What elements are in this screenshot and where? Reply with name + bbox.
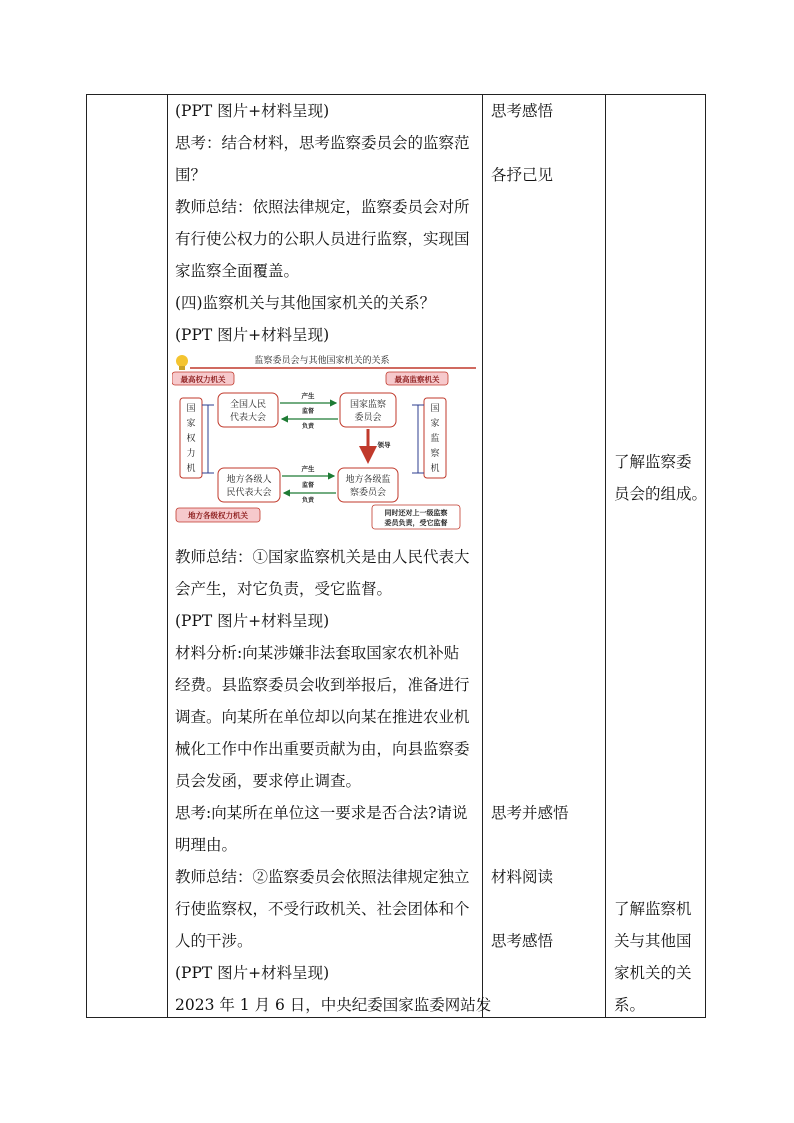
content-line: 员会发函，要求停止调查。 xyxy=(175,772,362,790)
svg-text:国家监察: 国家监察 xyxy=(349,400,387,410)
intent-line: 了解监察机 xyxy=(614,900,692,918)
content-line: (PPT 图片+材料呈现) xyxy=(175,612,330,630)
svg-text:同时还对上一级监察: 同时还对上一级监察 xyxy=(384,509,448,517)
activity-line: 思考感悟 xyxy=(491,932,554,950)
svg-text:民代表大会: 民代表大会 xyxy=(226,488,272,498)
relations-diagram xyxy=(172,353,477,528)
content-line: 人的干涉。 xyxy=(175,932,253,950)
content-line: 行使监察权，不受行政机关、社会团体和个 xyxy=(175,900,470,918)
svg-text:代表大会: 代表大会 xyxy=(229,413,267,423)
content-line: 会产生，对它负责，受它监督。 xyxy=(175,580,393,598)
content-line: 材料分析:向某涉嫌非法套取国家农机补贴 xyxy=(175,644,460,662)
content-line: 教师总结：依照法律规定，监察委员会对所 xyxy=(175,198,470,216)
intent-line: 家机关的关 xyxy=(614,964,692,982)
teaching-content-cell xyxy=(168,95,492,1017)
svg-text:委员会: 委员会 xyxy=(354,413,382,423)
note-bottom-right xyxy=(372,505,460,529)
activity-line: 思考并感悟 xyxy=(491,804,569,822)
student-activity-cell xyxy=(483,95,605,1017)
svg-text:察委员会: 察委员会 xyxy=(349,488,387,498)
svg-text:全国人民: 全国人民 xyxy=(229,400,267,410)
content-line: 有行使公权力的公职人员进行监察，实现国 xyxy=(175,230,470,248)
content-line: 2023 年 1 月 6 日，中央纪委国家监委网站发 xyxy=(175,996,492,1014)
svg-text:产生: 产生 xyxy=(301,465,315,473)
content-line: 经费。县监察委员会收到举报后，准备进行 xyxy=(175,676,470,694)
content-line: (PPT 图片+材料呈现) xyxy=(175,326,330,344)
svg-text:权: 权 xyxy=(186,434,196,444)
activity-line: 材料阅读 xyxy=(491,868,554,886)
box-local-pc xyxy=(218,468,280,502)
svg-text:监: 监 xyxy=(430,434,440,444)
box-nsc xyxy=(340,393,396,427)
activity-line: 各抒己见 xyxy=(491,166,554,184)
tag-bottom-left xyxy=(176,508,260,522)
svg-text:监督: 监督 xyxy=(301,408,315,415)
section-heading: (四)监察机关与其他国家机关的关系？ xyxy=(175,294,436,312)
svg-text:监督: 监督 xyxy=(301,482,315,489)
lightbulb-icon xyxy=(176,355,188,370)
content-line: 思考：结合材料，思考监察委员会的监察范 xyxy=(175,134,470,152)
intent-line: 关与其他国 xyxy=(614,932,692,950)
svg-text:机: 机 xyxy=(430,464,440,474)
svg-text:负责: 负责 xyxy=(301,497,315,504)
diagram-title: 监察委员会与其他国家机关的关系 xyxy=(254,356,390,366)
svg-text:委员负责，受它监督: 委员负责，受它监督 xyxy=(384,519,448,527)
content-line: 械化工作中作出重要贡献为由，向县监察委 xyxy=(175,740,470,758)
lesson-table xyxy=(86,94,706,1018)
svg-text:察: 察 xyxy=(430,449,440,459)
intent-line: 了解监察委 xyxy=(614,453,692,471)
content-line: (PPT 图片+材料呈现) xyxy=(175,102,330,120)
svg-text:国家权力机关 xyxy=(191,480,192,482)
content-line: (PPT 图片+材料呈现) xyxy=(175,964,330,982)
svg-text:地方各级监: 地方各级监 xyxy=(345,475,391,485)
content-line: 明理由。 xyxy=(175,836,238,854)
svg-text:家: 家 xyxy=(430,419,440,429)
content-line: 围？ xyxy=(175,166,207,184)
content-line: 教师总结：②监察委员会依照法律规定独立 xyxy=(175,868,470,886)
svg-text:地方各级人: 地方各级人 xyxy=(226,475,272,485)
svg-text:国: 国 xyxy=(186,404,196,414)
svg-text:领导: 领导 xyxy=(377,441,391,449)
svg-text:最高监察机关: 最高监察机关 xyxy=(394,375,440,384)
svg-text:产生: 产生 xyxy=(301,392,315,400)
svg-text:家: 家 xyxy=(186,419,196,429)
content-line: 家监察全面覆盖。 xyxy=(175,262,300,280)
svg-text:力: 力 xyxy=(186,449,196,459)
tag-top-right xyxy=(386,372,448,385)
svg-text:最高权力机关: 最高权力机关 xyxy=(180,375,226,384)
tag-top-left xyxy=(172,372,234,385)
content-line: 教师总结：①国家监察机关是由人民代表大 xyxy=(175,548,470,566)
svg-text:国: 国 xyxy=(430,404,440,414)
box-npc xyxy=(218,393,278,427)
design-intent-cell xyxy=(606,95,706,1017)
box-local-sc xyxy=(338,468,398,502)
content-line: 思考:向某所在单位这一要求是否合法?请说 xyxy=(175,804,468,822)
right-vertical-box xyxy=(424,398,446,482)
svg-text:国家监察机关 xyxy=(435,480,436,482)
intent-line: 员会的组成。 xyxy=(614,485,708,503)
left-vertical-box xyxy=(180,398,202,482)
activity-line: 思考感悟 xyxy=(491,102,554,120)
svg-text:地方各级权力机关: 地方各级权力机关 xyxy=(188,511,248,520)
svg-text:机: 机 xyxy=(186,464,196,474)
intent-line: 系。 xyxy=(614,996,646,1014)
svg-text:负责: 负责 xyxy=(301,423,315,430)
content-line: 调查。向某所在单位却以向某在推进农业机 xyxy=(175,708,470,726)
